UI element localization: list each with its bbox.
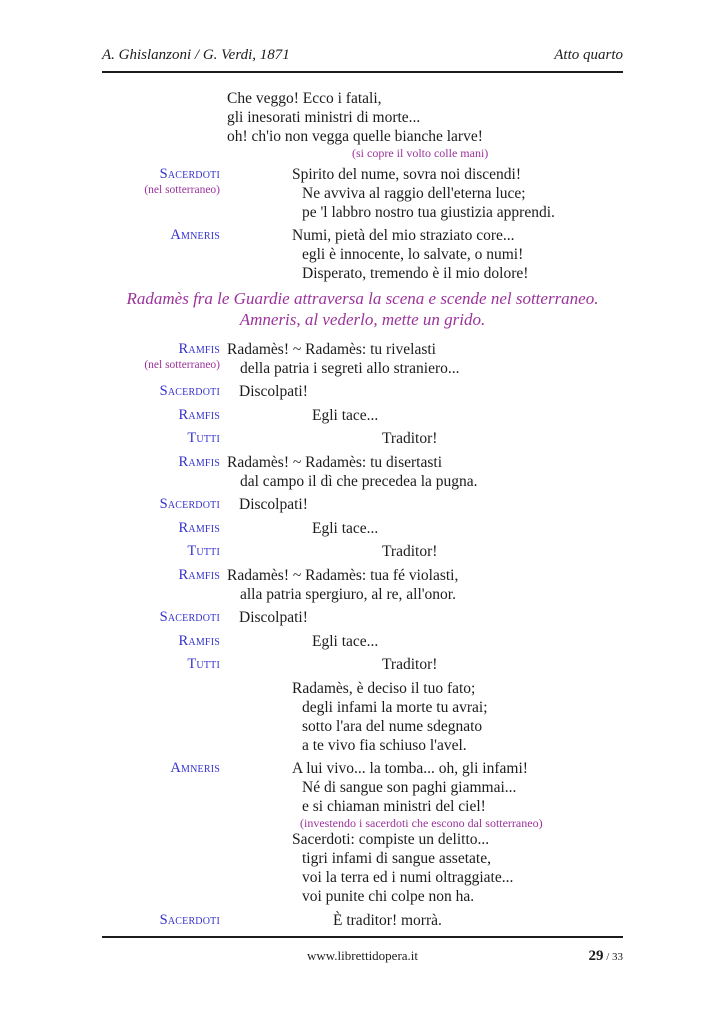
speaker-name: Ramfis xyxy=(178,340,220,357)
speaker-column xyxy=(102,911,220,930)
verse-line: Disperato, tremendo è il mio dolore! xyxy=(302,265,529,282)
speaker-column xyxy=(102,655,220,674)
verse-line: della patria i segreti allo straniero... xyxy=(240,359,460,377)
verse-line: Traditor! xyxy=(382,656,438,673)
verse-line: voi la terra ed i numi oltraggiate... xyxy=(302,869,514,886)
verse-lines xyxy=(227,542,623,561)
verse-line: voi punite chi colpe non ha. xyxy=(302,888,475,905)
footer-rule xyxy=(102,936,623,938)
verse-line: alla patria spergiuro, al re, all'onor. xyxy=(240,585,456,603)
speaker-stage-note: (nel sotterraneo) xyxy=(144,358,220,371)
dialogue-turn xyxy=(102,679,623,755)
speaker-name: Ramfis xyxy=(178,566,220,583)
libretto-body xyxy=(102,89,623,934)
header-rule xyxy=(102,71,623,73)
footer-website: www.librettidopera.it xyxy=(306,948,419,963)
speaker-column xyxy=(102,382,220,401)
dialogue-turn xyxy=(102,382,623,401)
verse-line: sotto l'ara del nume sdegnato xyxy=(302,717,483,735)
speaker-column xyxy=(102,226,220,245)
speaker-name: Ramfis xyxy=(178,406,220,423)
dialogue-turn xyxy=(102,340,623,378)
page-number-total: / 33 xyxy=(603,951,623,963)
verse-lines xyxy=(227,608,623,627)
dialogue-turn xyxy=(102,226,623,283)
verse-line: Né di sangue son paghi giammai... xyxy=(302,779,517,796)
scene-direction-line: Amneris, al vederlo, mette un grido. xyxy=(239,309,486,329)
speaker-column xyxy=(102,453,220,472)
verse-line: egli è innocente, lo salvate, o numi! xyxy=(302,246,524,263)
header-act-title: Atto quarto xyxy=(554,47,623,63)
dialogue-turn xyxy=(102,89,623,160)
speaker-name: Sacerdoti xyxy=(159,496,220,512)
verse-line: Radamès! ~ Radamès: tu rivelasti xyxy=(227,340,436,358)
page-header xyxy=(102,46,623,64)
speaker-name: Sacerdoti xyxy=(159,383,220,399)
verse-lines xyxy=(227,406,623,425)
speaker-column xyxy=(102,608,220,627)
speaker-column xyxy=(102,165,220,197)
speaker-column xyxy=(102,632,220,651)
page-footer xyxy=(102,946,623,966)
speaker-name: Sacerdoti xyxy=(159,911,220,928)
verse-line: Discolpati! xyxy=(239,383,308,400)
verse-lines xyxy=(227,632,623,651)
dialogue-turn xyxy=(102,453,623,491)
verse-line: Radamès! ~ Radamès: tu disertasti xyxy=(227,453,443,471)
verse-line: degli infami la morte tu avrai; xyxy=(302,698,488,716)
dialogue-turn xyxy=(102,566,623,604)
verse-line: Traditor! xyxy=(382,543,438,560)
verse-lines xyxy=(227,429,623,448)
verse-line: Radamès! ~ Radamès: tua fé violasti, xyxy=(227,566,459,584)
verse-line: Egli tace... xyxy=(312,632,379,650)
verse-line: pe 'l labbro nostro tua giustizia apprendi. xyxy=(302,203,555,221)
verse-line: Discolpati! xyxy=(239,609,308,626)
verse-line: Numi, pietà del mio straziato core... xyxy=(292,227,515,244)
verse-lines xyxy=(227,340,623,378)
verse-lines xyxy=(227,226,623,283)
verse-lines xyxy=(227,911,623,930)
speaker-name: Amneris xyxy=(170,227,220,243)
verse-line: Che veggo! Ecco i fatali, xyxy=(227,90,382,107)
verse-lines xyxy=(227,759,623,906)
page-number-current: 29 xyxy=(588,948,604,964)
verse-lines xyxy=(227,89,623,160)
verse-lines xyxy=(227,519,623,538)
verse-lines xyxy=(227,382,623,401)
speaker-column xyxy=(102,495,220,514)
header-author-composer: A. Ghislanzoni / G. Verdi, 1871 xyxy=(102,47,290,63)
verse-line: Discolpati! xyxy=(239,496,308,513)
speaker-name: Tutti xyxy=(187,543,220,559)
dialogue-turn xyxy=(102,495,623,514)
speaker-name: Amneris xyxy=(170,760,220,776)
scene-direction-line: Radamès fra le Guardie attraversa la scena e scende nel sotterraneo. xyxy=(126,288,599,308)
speaker-name: Tutti xyxy=(187,656,220,672)
dialogue-turn xyxy=(102,655,623,674)
verse-line: Radamès, è deciso il tuo fato; xyxy=(292,679,476,697)
verse-lines xyxy=(227,453,623,491)
speaker-stage-note: (nel sotterraneo) xyxy=(144,183,220,196)
speaker-name: Tutti xyxy=(187,430,220,446)
verse-line: e si chiaman ministri del ciel! xyxy=(302,798,486,815)
verse-line: È traditor! morrà. xyxy=(333,911,442,929)
verse-line: Spirito del nume, sovra noi discendi! xyxy=(292,165,522,183)
dialogue-turn xyxy=(102,542,623,561)
speaker-column xyxy=(102,406,220,425)
dialogue-turn xyxy=(102,759,623,906)
verse-line: gli inesorati ministri di morte... xyxy=(227,109,421,126)
speaker-name: Sacerdoti xyxy=(159,609,220,625)
dialogue-turn xyxy=(102,429,623,448)
speaker-column xyxy=(102,340,220,372)
verse-lines xyxy=(227,165,623,222)
dialogue-turn xyxy=(102,519,623,538)
verse-line: Egli tace... xyxy=(312,519,379,537)
dialogue-turn xyxy=(102,406,623,425)
verse-line: oh! ch'io non vegga quelle bianche larve! xyxy=(227,128,483,145)
verse-line: Egli tace... xyxy=(312,406,379,424)
scene-direction xyxy=(102,288,623,330)
speaker-column xyxy=(102,566,220,585)
verse-line: Ne avviva al raggio dell'eterna luce; xyxy=(302,184,526,202)
dialogue-turn xyxy=(102,608,623,627)
verse-line: Traditor! xyxy=(382,430,438,447)
verse-line: dal campo il dì che precedea la pugna. xyxy=(240,472,478,490)
dialogue-turn xyxy=(102,632,623,651)
verse-line: Sacerdoti: compiste un delitto... xyxy=(292,831,490,848)
speaker-column xyxy=(102,519,220,538)
dialogue-turn xyxy=(102,911,623,930)
speaker-name: Sacerdoti xyxy=(159,165,220,182)
speaker-name: Ramfis xyxy=(178,453,220,470)
speaker-column xyxy=(102,759,220,778)
verse-lines xyxy=(227,679,623,755)
verse-lines xyxy=(227,655,623,674)
verse-line: tigri infami di sangue assetate, xyxy=(302,850,491,867)
verse-lines xyxy=(227,495,623,514)
dialogue-turn xyxy=(102,165,623,222)
verse-line: A lui vivo... la tomba... oh, gli infami! xyxy=(292,760,528,777)
speaker-column xyxy=(102,429,220,448)
speaker-name: Ramfis xyxy=(178,632,220,649)
inline-stage-direction: (investendo i sacerdoti che escono dal sotterraneo) xyxy=(300,816,543,830)
speaker-name: Ramfis xyxy=(178,519,220,536)
speaker-column xyxy=(102,542,220,561)
inline-stage-direction: (si copre il volto colle mani) xyxy=(352,146,489,160)
page-number xyxy=(588,946,623,967)
verse-lines xyxy=(227,566,623,604)
verse-line: a te vivo fia schiuso l'avel. xyxy=(302,736,467,754)
